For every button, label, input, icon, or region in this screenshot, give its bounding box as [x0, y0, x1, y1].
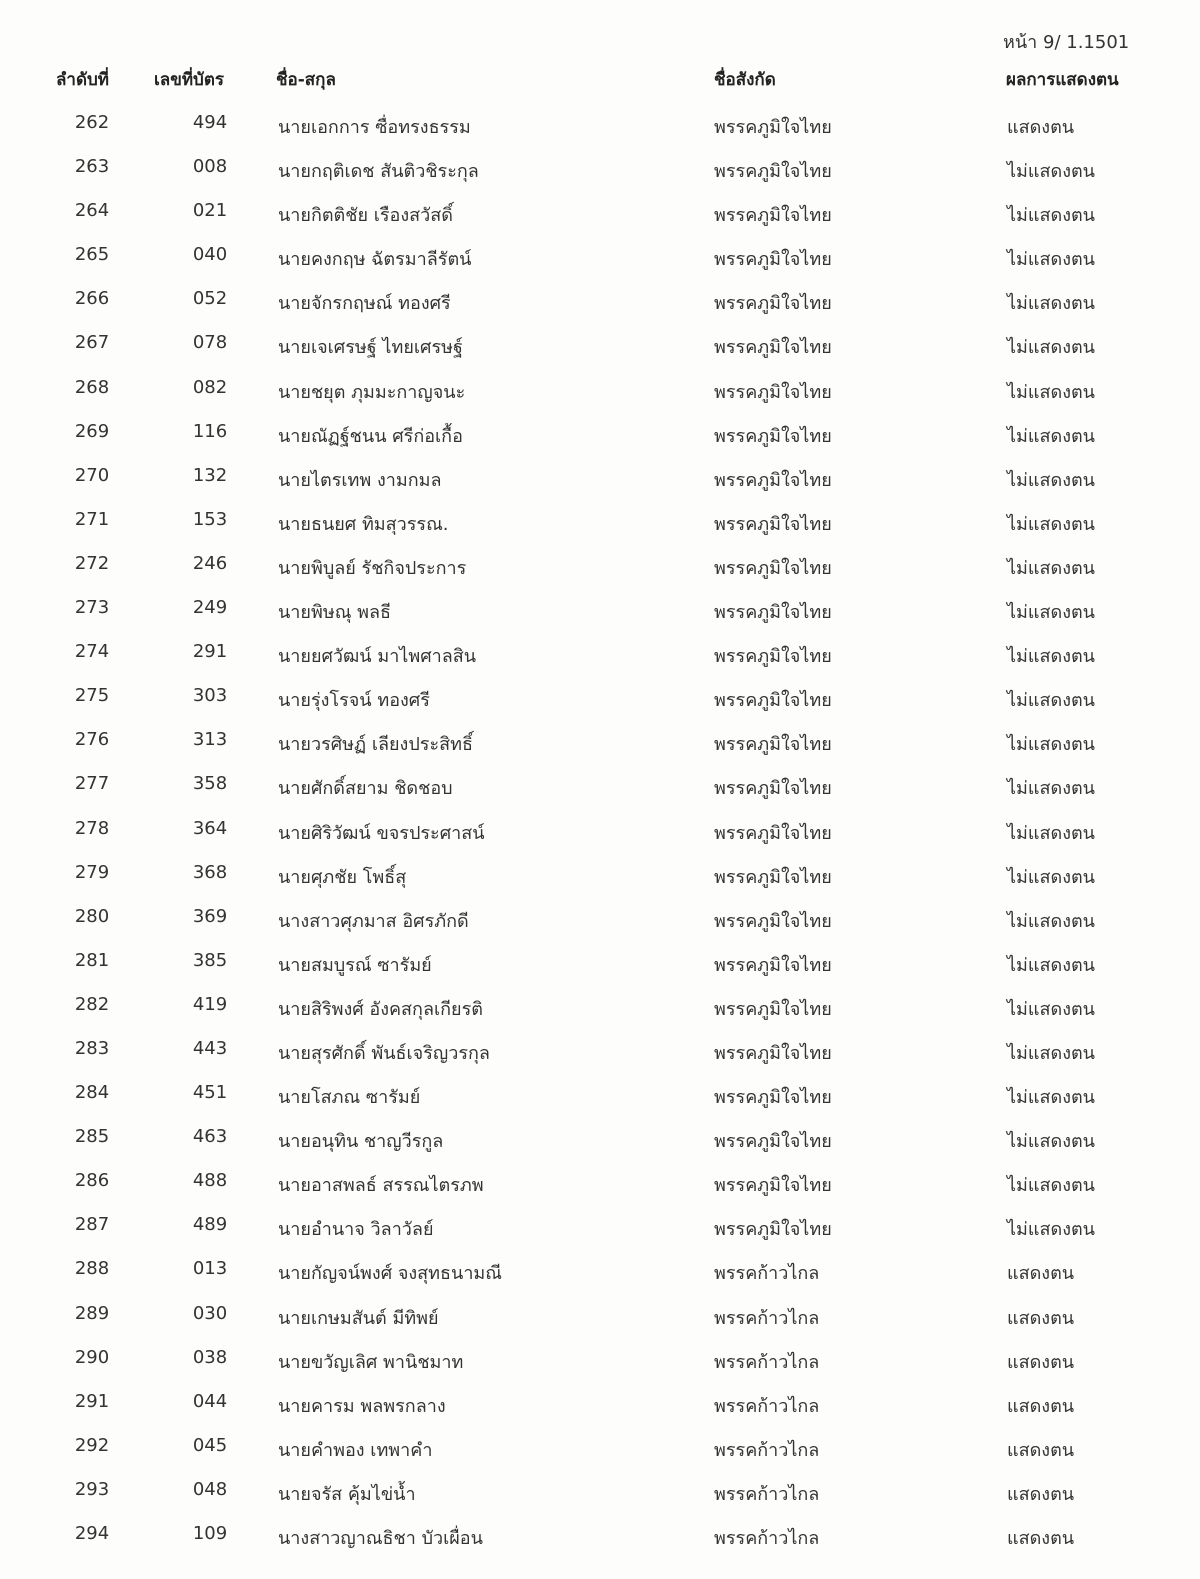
table-row — [0, 369, 1200, 413]
row-seq: 274 — [74, 641, 110, 663]
table-row — [0, 1030, 1200, 1074]
table-row — [0, 721, 1200, 765]
table-row — [0, 1515, 1200, 1559]
table-row — [0, 1295, 1200, 1339]
row-card-number: 116 — [192, 420, 228, 442]
row-party: พรรคภูมิใจไทย — [714, 778, 832, 800]
row-name: นายคารม พลพรกลาง — [278, 1395, 446, 1417]
row-card-number: 249 — [192, 597, 228, 619]
row-party: พรรคก้าวไกล — [714, 1307, 820, 1329]
row-party: พรรคภูมิใจไทย — [714, 1042, 832, 1064]
row-seq: 286 — [74, 1170, 110, 1192]
row-party: พรรคภูมิใจไทย — [714, 293, 832, 315]
row-card-number: 443 — [192, 1037, 228, 1059]
row-result: ไม่แสดงตน — [1007, 1042, 1095, 1064]
row-result: ไม่แสดงตน — [1007, 513, 1095, 535]
table-row — [0, 280, 1200, 324]
table-row — [0, 545, 1200, 589]
table-row — [0, 148, 1200, 192]
row-party: พรรคภูมิใจไทย — [714, 690, 832, 712]
row-party: พรรคภูมิใจไทย — [714, 910, 832, 932]
row-seq: 292 — [74, 1434, 110, 1456]
row-card-number: 052 — [192, 288, 228, 310]
row-party: พรรคภูมิใจไทย — [714, 822, 832, 844]
row-seq: 278 — [74, 817, 110, 839]
row-result: ไม่แสดงตน — [1007, 778, 1095, 800]
row-result: ไม่แสดงตน — [1007, 602, 1095, 624]
row-name: นางสาวญาณธิชา บัวเผื่อน — [278, 1528, 483, 1549]
row-seq: 279 — [74, 861, 110, 883]
row-name: นายยศวัฒน์ มาไพศาลสิน — [278, 646, 477, 668]
row-card-number: 489 — [192, 1214, 228, 1236]
row-card-number: 013 — [192, 1258, 228, 1280]
row-name: นายอาสพลธ์ สรรณไตรภพ — [278, 1175, 484, 1197]
row-name: นายคำพอง เทพาคำ — [278, 1439, 433, 1461]
table-row — [0, 854, 1200, 898]
row-result: แสดงตน — [1007, 1483, 1075, 1505]
row-seq: 271 — [74, 508, 110, 530]
row-result: ไม่แสดงตน — [1007, 249, 1095, 271]
table-row — [0, 633, 1200, 677]
row-party: พรรคภูมิใจไทย — [714, 1175, 832, 1197]
row-seq: 268 — [74, 376, 110, 398]
row-seq: 293 — [74, 1478, 110, 1500]
row-party: พรรคภูมิใจไทย — [714, 1131, 832, 1153]
row-name: นายคงกฤษ ฉัตรมาลีรัตน์ — [278, 249, 472, 271]
row-name: นายกัญจน์พงศ์ จงสุทธนามณี — [278, 1263, 502, 1285]
row-result: ไม่แสดงตน — [1007, 1219, 1095, 1241]
row-card-number: 369 — [192, 905, 228, 927]
row-card-number: 451 — [192, 1082, 228, 1104]
row-card-number: 082 — [192, 376, 228, 398]
row-seq: 275 — [74, 685, 110, 707]
row-card-number: 494 — [192, 112, 228, 133]
row-name: นายสมบูรณ์ ซารัมย์ — [278, 954, 432, 976]
row-name: นายชยุต ภุมมะกาญจนะ — [278, 381, 466, 403]
row-card-number: 291 — [192, 641, 228, 663]
row-card-number: 040 — [192, 244, 228, 266]
row-name: นายเกษมสันต์ มีทิพย์ — [278, 1307, 439, 1329]
row-party: พรรคภูมิใจไทย — [714, 337, 832, 359]
row-result: ไม่แสดงตน — [1007, 690, 1095, 712]
row-seq: 273 — [74, 597, 110, 619]
row-seq: 280 — [74, 905, 110, 927]
row-party: พรรคภูมิใจไทย — [714, 1087, 832, 1109]
row-name: นายจักรกฤษณ์ ทองศรี — [278, 293, 451, 315]
table-row — [0, 192, 1200, 236]
row-seq: 265 — [74, 244, 110, 266]
header-party: ชื่อสังกัด — [714, 70, 776, 90]
row-result: ไม่แสดงตน — [1007, 205, 1095, 227]
row-result: ไม่แสดงตน — [1007, 910, 1095, 932]
header-name: ชื่อ-สกุล — [276, 70, 336, 90]
table-row — [0, 457, 1200, 501]
row-card-number: 358 — [192, 773, 228, 795]
row-result: ไม่แสดงตน — [1007, 1087, 1095, 1109]
row-seq: 294 — [74, 1523, 110, 1544]
row-result: ไม่แสดงตน — [1007, 557, 1095, 579]
table-row — [0, 1427, 1200, 1471]
row-name: นายวรศิษฏ์ เลียงประสิทธิ์ — [278, 734, 473, 756]
table-row — [0, 1074, 1200, 1118]
row-name: นายสุรศักดิ์ พันธ์เจริญวรกุล — [278, 1042, 490, 1064]
row-card-number: 313 — [192, 729, 228, 751]
row-card-number: 132 — [192, 464, 228, 486]
row-card-number: 153 — [192, 508, 228, 530]
row-party: พรรคภูมิใจไทย — [714, 117, 832, 138]
table-row — [0, 589, 1200, 633]
header-card-number: เลขที่บัตร — [154, 70, 225, 90]
row-seq: 282 — [74, 993, 110, 1015]
row-name: นายกิตติชัย เรืองสวัสดิ์ — [278, 205, 453, 227]
row-seq: 290 — [74, 1346, 110, 1368]
row-name: นายกฤติเดช สันติวชิระกุล — [278, 161, 479, 183]
table-row — [0, 765, 1200, 809]
row-result: ไม่แสดงตน — [1007, 469, 1095, 491]
row-card-number: 048 — [192, 1478, 228, 1500]
row-party: พรรคภูมิใจไทย — [714, 557, 832, 579]
table-row — [0, 942, 1200, 986]
table-row — [0, 810, 1200, 854]
row-party: พรรคก้าวไกล — [714, 1351, 820, 1373]
row-card-number: 364 — [192, 817, 228, 839]
row-name: นายพิษณุ พลธี — [278, 602, 391, 624]
header-result: ผลการแสดงตน — [1006, 70, 1119, 90]
row-seq: 264 — [74, 200, 110, 222]
row-result: ไม่แสดงตน — [1007, 161, 1095, 183]
row-name: นายเจเศรษฐ์ ไทยเศรษฐ์ — [278, 337, 463, 359]
row-seq: 291 — [74, 1390, 110, 1412]
row-party: พรรคภูมิใจไทย — [714, 602, 832, 624]
table-row — [0, 501, 1200, 545]
row-party: พรรคภูมิใจไทย — [714, 469, 832, 491]
row-party: พรรคก้าวไกล — [714, 1439, 820, 1461]
row-card-number: 045 — [192, 1434, 228, 1456]
table-row — [0, 986, 1200, 1030]
row-party: พรรคภูมิใจไทย — [714, 513, 832, 535]
row-seq: 288 — [74, 1258, 110, 1280]
row-seq: 272 — [74, 552, 110, 574]
row-card-number: 368 — [192, 861, 228, 883]
row-result: แสดงตน — [1007, 1439, 1075, 1461]
table-row — [0, 1471, 1200, 1515]
row-result: ไม่แสดงตน — [1007, 866, 1095, 888]
row-party: พรรคภูมิใจไทย — [714, 1219, 832, 1241]
row-seq: 266 — [74, 288, 110, 310]
table-row — [0, 236, 1200, 280]
row-name: นายไตรเทพ งามกมล — [278, 469, 442, 491]
row-party: พรรคก้าวไกล — [714, 1483, 820, 1505]
row-name: นายศุภชัย โพธิ์สุ — [278, 866, 407, 888]
row-name: นายอำนาจ วิลาวัลย์ — [278, 1219, 434, 1241]
table-row — [0, 104, 1200, 148]
row-name: นายสิริพงศ์ อังคสกุลเกียรติ — [278, 998, 483, 1020]
table-row — [0, 898, 1200, 942]
row-party: พรรคก้าวไกล — [714, 1395, 820, 1417]
row-result: ไม่แสดงตน — [1007, 381, 1095, 403]
row-seq: 262 — [74, 112, 110, 133]
table-row — [0, 1118, 1200, 1162]
row-card-number: 385 — [192, 949, 228, 971]
row-result: แสดงตน — [1007, 1263, 1075, 1285]
row-card-number: 038 — [192, 1346, 228, 1368]
table-row — [0, 1383, 1200, 1427]
row-seq: 277 — [74, 773, 110, 795]
row-party: พรรคภูมิใจไทย — [714, 866, 832, 888]
row-seq: 269 — [74, 420, 110, 442]
row-card-number: 488 — [192, 1170, 228, 1192]
row-result: ไม่แสดงตน — [1007, 998, 1095, 1020]
row-card-number: 109 — [192, 1523, 228, 1544]
row-result: แสดงตน — [1007, 1528, 1075, 1549]
row-party: พรรคภูมิใจไทย — [714, 998, 832, 1020]
member-table — [0, 104, 1200, 1559]
row-name: นายพิบูลย์ รัชกิจประการ — [278, 557, 467, 579]
row-seq: 284 — [74, 1082, 110, 1104]
row-seq: 276 — [74, 729, 110, 751]
header-seq: ลำดับที่ — [56, 70, 110, 90]
row-seq: 267 — [74, 332, 110, 354]
row-party: พรรคภูมิใจไทย — [714, 954, 832, 976]
row-result: ไม่แสดงตน — [1007, 954, 1095, 976]
row-name: นายจรัส คุ้มไข่น้ำ — [278, 1483, 416, 1505]
row-result: แสดงตน — [1007, 1351, 1075, 1373]
row-party: พรรคก้าวไกล — [714, 1528, 820, 1549]
row-result: ไม่แสดงตน — [1007, 293, 1095, 315]
row-name: นายเอกการ ซื่อทรงธรรม — [278, 117, 471, 138]
row-card-number: 419 — [192, 993, 228, 1015]
row-party: พรรคภูมิใจไทย — [714, 734, 832, 756]
row-result: แสดงตน — [1007, 1307, 1075, 1329]
table-row — [0, 413, 1200, 457]
table-row — [0, 1250, 1200, 1294]
row-card-number: 044 — [192, 1390, 228, 1412]
row-name: นายโสภณ ซารัมย์ — [278, 1087, 421, 1109]
row-result: แสดงตน — [1007, 117, 1075, 138]
row-card-number: 008 — [192, 156, 228, 178]
row-seq: 270 — [74, 464, 110, 486]
row-card-number: 078 — [192, 332, 228, 354]
table-row — [0, 677, 1200, 721]
row-name: นายขวัญเลิศ พานิชมาท — [278, 1351, 464, 1373]
row-party: พรรคภูมิใจไทย — [714, 646, 832, 668]
row-result: ไม่แสดงตน — [1007, 337, 1095, 359]
row-result: ไม่แสดงตน — [1007, 1131, 1095, 1153]
row-card-number: 303 — [192, 685, 228, 707]
row-name: นายศักดิ์สยาม ชิดชอบ — [278, 778, 453, 800]
table-row — [0, 1206, 1200, 1250]
row-result: ไม่แสดงตน — [1007, 646, 1095, 668]
table-row — [0, 324, 1200, 368]
row-name: นางสาวศุภมาส อิศรภักดี — [278, 910, 469, 932]
row-name: นายรุ่งโรจน์ ทองศรี — [278, 690, 430, 712]
row-result: ไม่แสดงตน — [1007, 822, 1095, 844]
row-name: นายธนยศ ทิมสุวรรณ. — [278, 513, 449, 535]
row-party: พรรคภูมิใจไทย — [714, 249, 832, 271]
row-seq: 285 — [74, 1126, 110, 1148]
row-party: พรรคก้าวไกล — [714, 1263, 820, 1285]
row-result: ไม่แสดงตน — [1007, 425, 1095, 447]
table-row — [0, 1339, 1200, 1383]
row-seq: 263 — [74, 156, 110, 178]
row-card-number: 463 — [192, 1126, 228, 1148]
row-party: พรรคภูมิใจไทย — [714, 161, 832, 183]
row-seq: 287 — [74, 1214, 110, 1236]
row-party: พรรคภูมิใจไทย — [714, 425, 832, 447]
row-card-number: 246 — [192, 552, 228, 574]
row-seq: 283 — [74, 1037, 110, 1059]
row-card-number: 030 — [192, 1302, 228, 1324]
row-party: พรรคภูมิใจไทย — [714, 381, 832, 403]
row-result: ไม่แสดงตน — [1007, 1175, 1095, 1197]
row-card-number: 021 — [192, 200, 228, 222]
row-name: นายอนุทิน ชาญวีรกูล — [278, 1131, 444, 1153]
row-seq: 289 — [74, 1302, 110, 1324]
row-seq: 281 — [74, 949, 110, 971]
row-result: ไม่แสดงตน — [1007, 734, 1095, 756]
page-number: หน้า 9/ 1.1501 — [1003, 32, 1130, 53]
row-party: พรรคภูมิใจไทย — [714, 205, 832, 227]
row-name: นายณัฏฐ์ชนน ศรีก่อเกื้อ — [278, 425, 463, 447]
table-row — [0, 1162, 1200, 1206]
row-name: นายศิริวัฒน์ ขจรประศาสน์ — [278, 822, 485, 844]
row-result: แสดงตน — [1007, 1395, 1075, 1417]
